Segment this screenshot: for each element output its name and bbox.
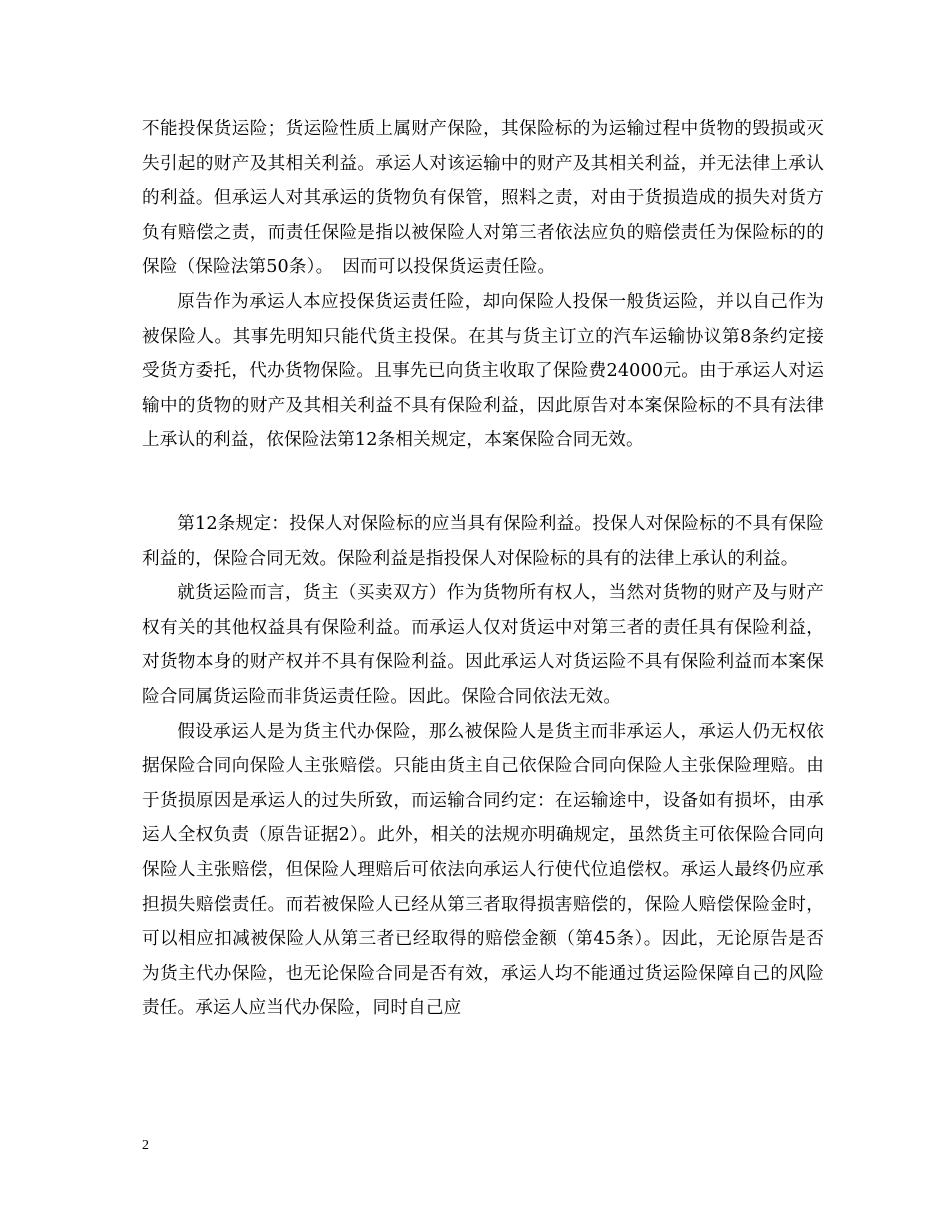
paragraph-1: 不能投保货运险；货运险性质上属财产保险，其保险标的为运输过程中货物的毁损或灭失引起的财产及其相关利益。承运人对该运输中的财产及其相关利益，并无法律上承认的利益。但承运人对其承运的货物负有保管，照料之责，对由于货损造成的损失对货方负有赔偿之责，而责任保险是指以被保险人对第三者依法应负的赔偿责任为保险标的的保险（保险法第50条）。 因而可以投保货运责任险。 bbox=[142, 119, 824, 278]
paragraph-5: 假设承运人是为货主代办保险，那么被保险人是货主而非承运人，承运人仍无权依据保险合同向保险人主张赔偿。只能由货主自己依保险合同向保险人主张保险理赔。由于货损原因是承运人的过失所致，而运输合同约定：在运输途中，设备如有损坏，由承运人全权负责（原告证据2）。此外，相关的法规亦明确规定，虽然货主可依保险合同向保险人主张赔偿，但保险人理赔后可依法向承运人行使代位追偿权。承运人最终仍应承担损失赔偿责任。而若被保险人已经从第三者取得损害赔偿的，保险人赔偿保险金时，可以相应扣减被保险人从第三者已经取得的赔偿金额（第45条）。因此，无论原告是否为货主代办保险，也无论保险合同是否有效，承运人均不能通过货运险保障自己的风险责任。承运人应当代办保险，同时自己应 bbox=[142, 721, 824, 1019]
page-number: 2 bbox=[142, 1138, 149, 1153]
paragraph-3: 第12条规定：投保人对保险标的应当具有保险利益。投保人对保险标的不具有保险利益的，保险合同无效。保险利益是指投保人对保险标的具有的法律上承认的利益。 bbox=[142, 514, 824, 569]
paragraph-2: 原告作为承运人本应投保货运责任险，却向保险人投保一般货运险，并以自己作为被保险人。其事先明知只能代货主投保。在其与货主订立的汽车运输协议第8条约定接受货方委托，代办货物保险。且事先已向货主收取了保险费24000元。由于承运人对运输中的货物的财产及其相关利益不具有保险利益，因此原告对本案保险标的不具有法律上承认的利益，依保险法第12条相关规定，本案保险合同无效。 bbox=[142, 291, 824, 451]
paragraph-4: 就货运险而言，货主（买卖双方）作为货物所有权人，当然对货物的财产及与财产权有关的其他权益具有保险利益。而承运人仅对货运中对第三者的责任具有保险利益，对货物本身的财产权并不具有保险利益。因此承运人对货运险不具有保险利益而本案保险合同属货运险而非货运责任险。因此。保险合同依法无效。 bbox=[142, 583, 824, 707]
text-block-top bbox=[142, 112, 824, 458]
text-block-bottom bbox=[142, 507, 824, 1026]
